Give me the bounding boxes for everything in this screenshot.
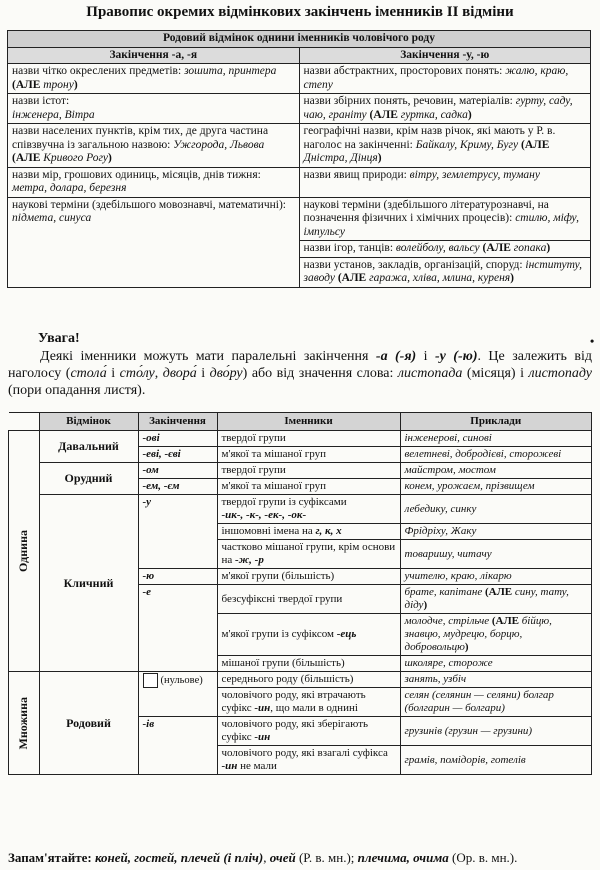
ending-cell: -ем, -єм bbox=[138, 479, 217, 495]
example-cell: молодче, стрільче (АЛЕ бійцю, знавцю, мудрецю, борцю, добровольцю) bbox=[400, 614, 592, 656]
ending-cell: -ю bbox=[138, 569, 217, 585]
noun-cell: м'якої та мішаної груп bbox=[217, 447, 400, 463]
noun-cell: середнього роду (більшість) bbox=[217, 672, 400, 688]
case-genitive: Родовий bbox=[39, 672, 138, 775]
left-cell: наукові терміни (здебільшого мовознавчі, математичні): підмета, синуса bbox=[8, 197, 300, 287]
noun-cell: м'якої та мішаної груп bbox=[217, 479, 400, 495]
example-cell: майстром, мостом bbox=[400, 463, 592, 479]
noun-cell: м'якої групи із суфіксом -ець bbox=[217, 614, 400, 656]
left-cell: назви мір, грошових одиниць, місяців, днів тижня: метра, долара, березня bbox=[8, 167, 300, 197]
right-column-header: Закінчення -у, -ю bbox=[299, 47, 591, 64]
example-cell: грузинів (грузин — грузини) bbox=[400, 717, 592, 746]
noun-cell: мішаної групи (більшість) bbox=[217, 656, 400, 672]
ending-cell: -ів bbox=[138, 717, 217, 775]
remember-line: Запам'ятайте: коней, гостей, плечей (і пліч), очей (Р. в. мн.); плечима, очима (Ор. в. мн.). bbox=[8, 850, 518, 865]
left-column-header: Закінчення -а, -я bbox=[8, 47, 300, 64]
example-cell: занять, узбіч bbox=[400, 672, 592, 688]
case-vocative: Кличний bbox=[39, 495, 138, 672]
example-cell: селян (селянин — селяни) болгар (болгарин — болгари) bbox=[400, 688, 592, 717]
noun-cell: чоловічого роду, які втрачають суфікс -ин, що мали в однині bbox=[217, 688, 400, 717]
example-cell: Фрідріху, Жаку bbox=[400, 524, 592, 540]
ending-cell: -е bbox=[138, 585, 217, 672]
header-examples: Приклади bbox=[400, 413, 592, 431]
right-cell: назви ігор, танців: волейболу, вальсу (АЛЕ гопака) bbox=[299, 241, 591, 258]
header-ending: Закінчення bbox=[138, 413, 217, 431]
right-cell: наукові терміни (здебільшого літературознавчі, на позначення фізичних і хімічних процесів): стилю, міфу, імпульсу bbox=[299, 197, 591, 241]
left-cell: назви істот: інженера, Вітра bbox=[8, 94, 300, 124]
header-case: Відмінок bbox=[39, 413, 138, 431]
right-cell: назви установ, закладів, організацій, споруд: інституту, заводу (АЛЕ гаража, хліва, млина, куреня) bbox=[299, 257, 591, 287]
example-cell: учителю, краю, лікарю bbox=[400, 569, 592, 585]
case-dative: Давальний bbox=[39, 431, 138, 463]
group-singular: Однина bbox=[9, 431, 40, 672]
example-cell: інженерові, синові bbox=[400, 431, 592, 447]
noun-cell: чоловічого роду, які взагалі суфікса -ин не мали bbox=[217, 746, 400, 775]
header-nouns: Іменники bbox=[217, 413, 400, 431]
ending-cell: -ом bbox=[138, 463, 217, 479]
note-title: Увага! bbox=[38, 331, 80, 346]
noun-cell: м'якої групи (більшість) bbox=[217, 569, 400, 585]
noun-cell: безсуфіксні твердої групи bbox=[217, 585, 400, 614]
example-cell: велетневі, добродієві, сторожеві bbox=[400, 447, 592, 463]
corner-cell bbox=[9, 413, 40, 431]
page-title: Правопис окремих відмінкових закінчень іменників ІІ відміни bbox=[86, 4, 514, 20]
ending-cell: -еві, -єві bbox=[138, 447, 217, 463]
left-cell: назви населених пунктів, крім тих, де друга частина співзвучна із загальною назвою: Ужгорода, Львова (АЛЕ Кривого Рогу) bbox=[8, 124, 300, 168]
ending-cell: -у bbox=[138, 495, 217, 569]
noun-cell: твердої групи bbox=[217, 463, 400, 479]
example-cell: товаришу, читачу bbox=[400, 540, 592, 569]
example-cell: грамів, помідорів, готелів bbox=[400, 746, 592, 775]
group-plural: Множина bbox=[9, 672, 40, 775]
example-cell: школяре, стороже bbox=[400, 656, 592, 672]
example-cell: конем, урожаєм, прізвищем bbox=[400, 479, 592, 495]
ending-cell: -ові bbox=[138, 431, 217, 447]
zero-ending-box bbox=[143, 673, 158, 688]
noun-cell: частково мішаної групи, крім основи на -ж, -р bbox=[217, 540, 400, 569]
left-cell: назви чітко окреслених предметів: зошита, принтера (АЛЕ трону) bbox=[8, 64, 300, 94]
table1-header: Родовий відмінок однини іменників чоловічого роду bbox=[8, 31, 591, 48]
right-cell: назви явищ природи: вітру, землетрусу, туману bbox=[299, 167, 591, 197]
ending-cell: (нульове) bbox=[138, 672, 217, 717]
right-cell: назви збірних понять, речовин, матеріалів: гурту, саду, чаю, граніту (АЛЕ гуртка, садка) bbox=[299, 94, 591, 124]
endings-table bbox=[8, 412, 592, 775]
right-cell: назви абстрактних, просторових понять: жалю, краю, степу bbox=[299, 64, 591, 94]
example-cell: брате, капітане (АЛЕ сину, тату, діду) bbox=[400, 585, 592, 614]
noun-cell: твердої групи bbox=[217, 431, 400, 447]
case-instrumental: Орудний bbox=[39, 463, 138, 495]
genitive-singular-table bbox=[7, 30, 591, 288]
noun-cell: іншомовні імена на г, к, х bbox=[217, 524, 400, 540]
example-cell: лебедику, синку bbox=[400, 495, 592, 524]
noun-cell: твердої групи із суфіксами -ик-, -к-, -ек-, -ок- bbox=[217, 495, 400, 524]
note-paragraph: Деякі іменники можуть мати паралельні закінчення -а (-я) і -у (-ю). Це залежить від наголосу (стола́ і сто́лу, двора́ і дво́ру) або від значення слова: листопада (місяця) і листопаду (пори опадання листя). bbox=[8, 349, 593, 398]
noun-cell: чоловічого роду, які зберігають суфікс -ин bbox=[217, 717, 400, 746]
bullet-dot: • bbox=[590, 334, 595, 348]
right-cell: географічні назви, крім назв річок, які мають у Р. в. наголос на закінченні: Байкалу, Криму, Бугу (АЛЕ Дністра, Дінця) bbox=[299, 124, 591, 168]
